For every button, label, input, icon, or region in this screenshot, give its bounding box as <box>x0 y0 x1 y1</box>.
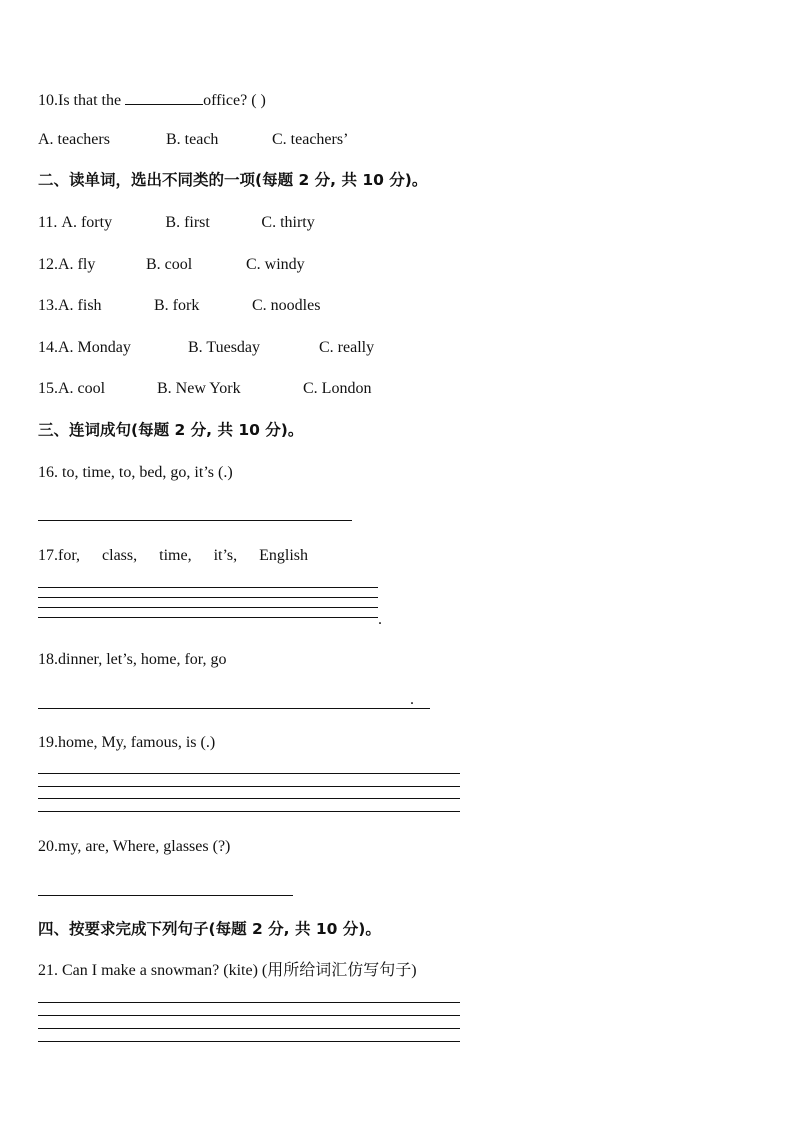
question-number: 16. <box>38 464 58 481</box>
answer-line[interactable] <box>38 1028 460 1029</box>
answer-line[interactable] <box>38 607 378 608</box>
question-10-options <box>38 130 348 150</box>
option-b: B. New York <box>157 380 241 397</box>
question-text-after: office? ( ) <box>203 92 266 109</box>
question-number: 15. <box>38 380 58 397</box>
answer-line[interactable] <box>38 587 378 588</box>
option-c: C. really <box>319 339 375 356</box>
end-mark: . <box>378 611 382 628</box>
option-c: C. thirty <box>261 214 315 231</box>
option-a: A. fish <box>58 297 102 314</box>
scrambled-words: to, time, to, bed, go, it’s (.) <box>58 464 233 481</box>
answer-line[interactable] <box>38 1015 460 1016</box>
answer-line[interactable] <box>38 520 352 521</box>
question-number: 17. <box>38 547 58 564</box>
option-a: A. Monday <box>58 339 131 356</box>
answer-line[interactable] <box>38 1041 460 1042</box>
scrambled-word: time, <box>159 547 192 564</box>
option-c: C. London <box>303 380 372 397</box>
option-b: B. first <box>165 214 210 231</box>
answer-line[interactable] <box>38 617 378 618</box>
option-b: B. cool <box>146 256 193 273</box>
option-a: A. forty <box>61 214 113 231</box>
question-number: 12. <box>38 256 58 273</box>
scrambled-word: for, <box>58 547 81 564</box>
option-a: A. cool <box>58 380 106 397</box>
question-21 <box>38 961 417 981</box>
scrambled-words: home, My, famous, is (.) <box>58 734 216 751</box>
scrambled-word: it’s, <box>213 547 238 564</box>
answer-line[interactable] <box>38 895 293 896</box>
answer-line[interactable] <box>38 786 460 787</box>
scrambled-word: English <box>259 547 309 564</box>
section-2-heading: 二、读单词，选出不同类的一项(每题 2 分, 共 10 分)。 <box>38 171 428 189</box>
question-number: 11. <box>38 214 58 231</box>
question-16 <box>38 463 233 483</box>
question-13 <box>38 296 320 316</box>
question-14 <box>38 338 374 358</box>
question-number: 21. <box>38 962 58 979</box>
question-number: 19. <box>38 734 58 751</box>
answer-line[interactable] <box>38 811 460 812</box>
option-b: B. fork <box>154 297 200 314</box>
question-19 <box>38 733 215 753</box>
question-10-stem <box>38 88 266 111</box>
scrambled-word: class, <box>102 547 138 564</box>
section-4-heading: 四、按要求完成下列句子(每题 2 分, 共 10 分)。 <box>38 920 381 938</box>
question-text-before: Is that the <box>58 92 122 109</box>
question-20 <box>38 837 230 857</box>
question-number: 20. <box>38 838 58 855</box>
answer-line[interactable] <box>38 798 460 799</box>
option-c: C. teachers’ <box>272 131 349 148</box>
answer-line[interactable] <box>38 708 430 709</box>
question-number: 10. <box>38 92 58 109</box>
option-a: A. fly <box>58 256 96 273</box>
option-b: B. teach <box>166 131 219 148</box>
question-number: 18. <box>38 651 58 668</box>
question-18 <box>38 650 226 670</box>
option-c: C. windy <box>246 256 305 273</box>
section-3-heading: 三、连词成句(每题 2 分, 共 10 分)。 <box>38 421 304 439</box>
end-mark: . <box>410 691 414 708</box>
answer-line[interactable] <box>38 1002 460 1003</box>
question-number: 13. <box>38 297 58 314</box>
scrambled-words: my, are, Where, glasses (?) <box>58 838 231 855</box>
answer-line[interactable] <box>38 597 378 598</box>
answer-blank[interactable] <box>125 88 203 105</box>
question-15 <box>38 379 371 399</box>
question-17 <box>38 546 308 566</box>
answer-line[interactable] <box>38 773 460 774</box>
option-a: A. teachers <box>38 131 110 148</box>
question-number: 14. <box>38 339 58 356</box>
option-c: C. noodles <box>252 297 321 314</box>
question-text: Can I make a snowman? (kite) (用所给词汇仿写句子) <box>58 962 417 979</box>
scrambled-words: dinner, let’s, home, for, go <box>58 651 227 668</box>
question-12 <box>38 255 305 275</box>
question-11 <box>38 213 315 233</box>
option-b: B. Tuesday <box>188 339 261 356</box>
